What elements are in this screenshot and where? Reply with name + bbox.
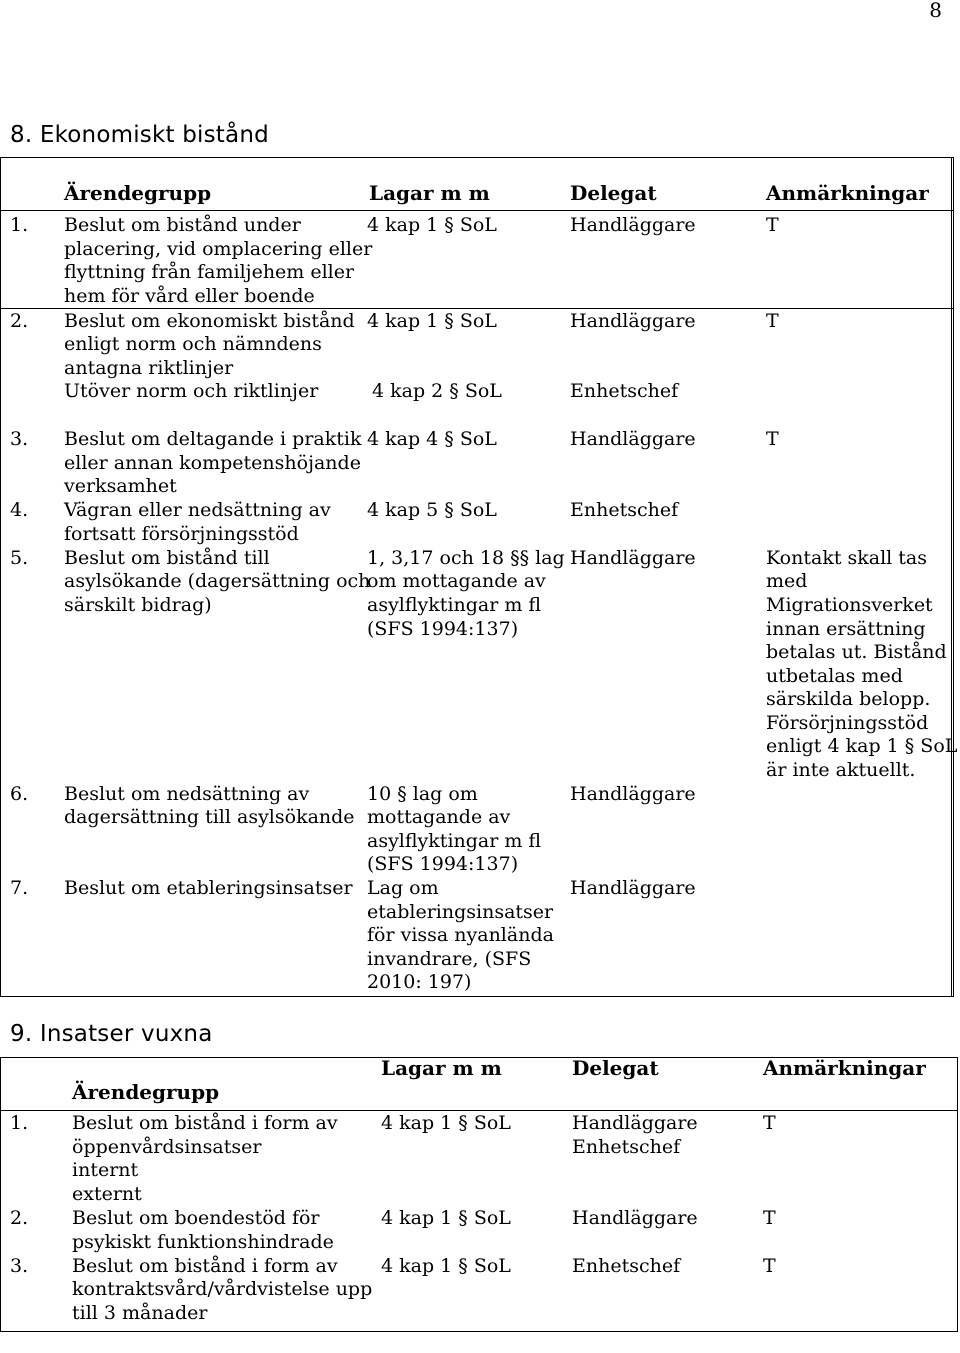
lagar-line: (SFS 1994:137): [367, 853, 519, 875]
header-delegat: Delegat: [570, 181, 657, 205]
row-number: 2.: [10, 310, 29, 332]
lagar-line: för vissa nyanlända: [367, 924, 554, 946]
header-anmarkningar: Anmärkningar: [763, 1056, 926, 1080]
lagar-cell: 4 kap 5 § SoL: [367, 499, 497, 521]
delegat-cell: Enhetschef: [570, 499, 679, 521]
arendegrupp-line: särskilt bidrag): [64, 594, 212, 616]
anmarkning-line: är inte aktuellt.: [766, 759, 916, 781]
arendegrupp-line: fortsatt försörjningsstöd: [64, 523, 299, 545]
row-number: 4.: [10, 499, 29, 521]
anmarkning-line: Migrationsverket: [766, 594, 933, 616]
delegat-cell: Handläggare: [570, 428, 696, 450]
arendegrupp-line: flyttning från familjehem eller: [64, 261, 355, 283]
row-number: 1.: [10, 1112, 29, 1134]
row-number: 3.: [10, 428, 29, 450]
arendegrupp-line: Utöver norm och riktlinjer: [64, 380, 319, 402]
header-anmarkningar: Anmärkningar: [766, 181, 929, 205]
header-lagar: Lagar m m: [369, 181, 490, 205]
delegat-cell: Handläggare: [570, 310, 696, 332]
arendegrupp-line: Beslut om bistånd under: [64, 214, 301, 236]
arendegrupp-line: Beslut om deltagande i praktik: [64, 428, 362, 450]
lagar-line: 10 § lag om: [367, 783, 478, 805]
lagar-line: (SFS 1994:137): [367, 618, 519, 640]
arendegrupp-line: Beslut om bistånd i form av: [72, 1112, 338, 1134]
section-8-title: 8. Ekonomiskt bistånd: [10, 122, 269, 148]
arendegrupp-line: Beslut om bistånd i form av: [72, 1255, 338, 1277]
anmarkning-cell: T: [763, 1255, 776, 1277]
arendegrupp-line: kontraktsvård/vårdvistelse upp: [72, 1278, 373, 1300]
row-number: 7.: [10, 877, 29, 899]
delegat-cell: Handläggare: [570, 877, 696, 899]
arendegrupp-line: Beslut om etableringsinsatser: [64, 877, 353, 899]
delegat-cell: Enhetschef: [572, 1255, 681, 1277]
arendegrupp-line: Beslut om ekonomiskt bistånd: [64, 310, 355, 332]
lagar-line: etableringsinsatser: [367, 901, 554, 923]
arendegrupp-line: psykiskt funktionshindrade: [72, 1231, 334, 1253]
lagar-line: Lag om: [367, 877, 439, 899]
section-9-title: 9. Insatser vuxna: [10, 1021, 213, 1047]
header-delegat: Delegat: [572, 1056, 659, 1080]
anmarkning-line: med: [766, 570, 808, 592]
anmarkning-line: utbetalas med: [766, 665, 903, 687]
lagar-line: 2010: 197): [367, 971, 472, 993]
arendegrupp-line: eller annan kompetenshöjande: [64, 452, 361, 474]
arendegrupp-line: verksamhet: [64, 475, 177, 497]
lagar-cell: 4 kap 1 § SoL: [367, 310, 497, 332]
lagar-line: om mottagande av: [367, 570, 546, 592]
delegat-cell: Handläggare: [570, 214, 696, 236]
row-number: 2.: [10, 1207, 29, 1229]
arendegrupp-line: öppenvårdsinsatser: [72, 1136, 262, 1158]
delegat-cell: Handläggare: [570, 547, 696, 569]
lagar-cell: 4 kap 2 § SoL: [372, 380, 502, 402]
anmarkning-cell: T: [766, 310, 779, 332]
header-lagar: Lagar m m: [381, 1056, 502, 1080]
header-arendegrupp: Ärendegrupp: [64, 181, 212, 205]
lagar-line: asylflyktingar m fl: [367, 594, 542, 616]
anmarkning-line: betalas ut. Bistånd: [766, 641, 947, 663]
anmarkning-line: Försörjningsstöd: [766, 712, 929, 734]
header-arendegrupp: Ärendegrupp: [72, 1080, 220, 1104]
lagar-line: invandrare, (SFS: [367, 948, 532, 970]
lagar-cell: 4 kap 4 § SoL: [367, 428, 497, 450]
delegat-cell: Handläggare: [572, 1207, 698, 1229]
delegat-line: Handläggare: [572, 1112, 698, 1134]
lagar-cell: 4 kap 1 § SoL: [381, 1112, 511, 1134]
page-number: 8: [929, 0, 942, 22]
row-number: 3.: [10, 1255, 29, 1277]
arendegrupp-line: asylsökande (dagersättning och: [64, 570, 371, 592]
row-number: 5.: [10, 547, 29, 569]
anmarkning-line: innan ersättning: [766, 618, 926, 640]
lagar-cell: 4 kap 1 § SoL: [381, 1255, 511, 1277]
anmarkning-cell: T: [766, 428, 779, 450]
arendegrupp-line: Vägran eller nedsättning av: [64, 499, 331, 521]
lagar-line: 1, 3,17 och 18 §§ lag: [367, 547, 565, 569]
anmarkning-cell: T: [763, 1207, 776, 1229]
arendegrupp-line: externt: [72, 1183, 142, 1205]
lagar-line: mottagande av: [367, 806, 511, 828]
anmarkning-line: Kontakt skall tas: [766, 547, 928, 569]
arendegrupp-line: internt: [72, 1159, 139, 1181]
arendegrupp-line: Beslut om boendestöd för: [72, 1207, 320, 1229]
delegat-cell: Handläggare: [570, 783, 696, 805]
arendegrupp-line: till 3 månader: [72, 1302, 208, 1324]
anmarkning-line: särskilda belopp.: [766, 688, 931, 710]
lagar-cell: 4 kap 1 § SoL: [381, 1207, 511, 1229]
anmarkning-cell: T: [763, 1112, 776, 1134]
anmarkning-cell: T: [766, 214, 779, 236]
arendegrupp-line: antagna riktlinjer: [64, 357, 234, 379]
row-number: 6.: [10, 783, 29, 805]
lagar-line: asylflyktingar m fl: [367, 830, 542, 852]
arendegrupp-line: hem för vård eller boende: [64, 285, 315, 307]
arendegrupp-line: Beslut om nedsättning av: [64, 783, 310, 805]
arendegrupp-line: dagersättning till asylsökande: [64, 806, 355, 828]
arendegrupp-line: placering, vid omplacering eller: [64, 238, 373, 260]
row-number: 1.: [10, 214, 29, 236]
arendegrupp-line: Beslut om bistånd till: [64, 547, 270, 569]
delegat-line: Enhetschef: [572, 1136, 681, 1158]
anmarkning-line: enligt 4 kap 1 § SoL: [766, 735, 958, 757]
lagar-cell: 4 kap 1 § SoL: [367, 214, 497, 236]
delegat-cell: Enhetschef: [570, 380, 679, 402]
arendegrupp-line: enligt norm och nämndens: [64, 333, 322, 355]
